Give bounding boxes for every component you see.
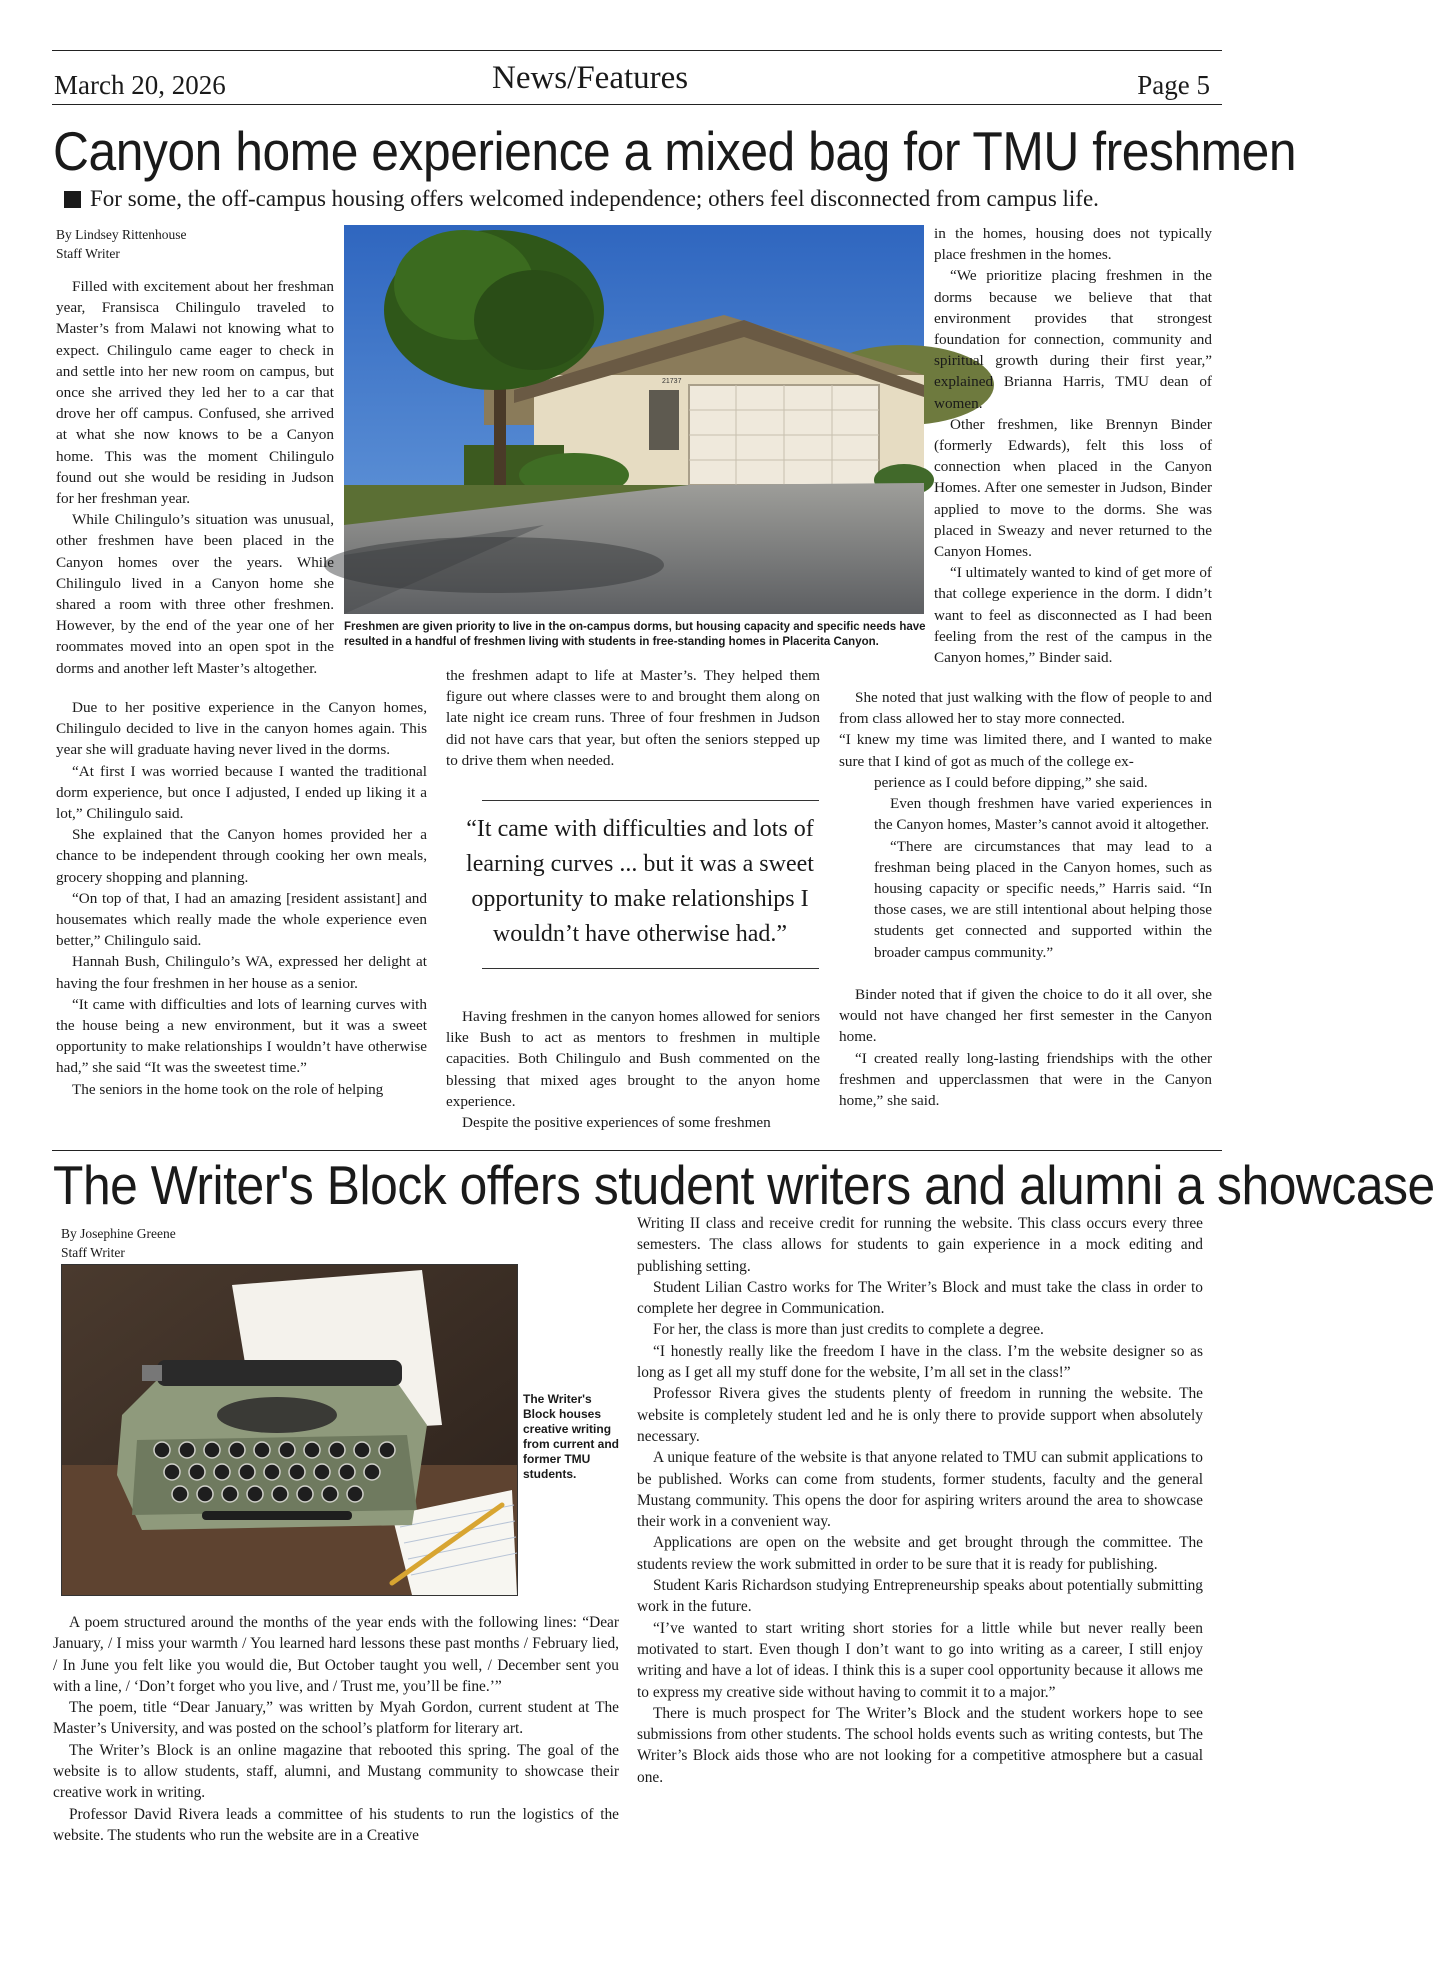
story1-column-3-bottom: [874, 772, 1212, 963]
paragraph: The seniors in the home took on the role of helping: [72, 1080, 384, 1098]
story2-byline: [61, 1224, 176, 1262]
paragraph: While Chilingulo’s situation was unusual, other freshmen have been placed in the Canyon homes over the years. While Chilingulo lived in a Canyon home she shared a room with three other freshmen. However, by the end of the year one of her roommates moved into an open spot in the dorms and another left Master’s altogether.: [56, 511, 334, 677]
house-number: 21737: [662, 378, 682, 385]
paragraph: Despite the positive experiences of some freshmen: [462, 1114, 771, 1132]
typewriter-illustration: [62, 1265, 517, 1595]
paragraph: Applications are open on the website and get brought through the committee. The students review the work submitted in order to be sure that it is ready for publishing.: [637, 1534, 1203, 1573]
story1-byline: [56, 225, 187, 263]
paragraph: A unique feature of the website is that anyone related to TMU can submit applications to be published. Works can come from students, former students, faculty and the general Mustang community. This opens the door for aspiring writers around the area to showcase their work in a convenient way.: [637, 1449, 1203, 1531]
paragraph: “I knew my time was limited there, and I wanted to make sure that I kind of got as much of the college ex-: [839, 731, 1212, 770]
pullquote-top-rule: [482, 800, 819, 801]
paragraph: perience as I could before dipping,” she said.: [874, 774, 1148, 791]
header-rule: [52, 104, 1222, 105]
house-illustration: [344, 225, 924, 614]
paragraph: “I ultimately wanted to kind of get more of that college experience in the dorm. I didn’t want to feel as disconnected as I had been feeling from the rest of the campus in the Canyon homes,” Binder said.: [934, 564, 1212, 667]
paragraph: “On top of that, I had an amazing [resident assistant] and housemates which really made the whole experience even better,” Chilingulo said.: [56, 889, 427, 950]
byline-title: Staff Writer: [61, 1245, 125, 1260]
story-divider-rule: [52, 1150, 1222, 1151]
paragraph: in the homes, housing does not typically place freshmen in the homes.: [934, 225, 1212, 264]
paragraph: Due to her positive experience in the Canyon homes, Chilingulo decided to live in the canyon homes again. This year she will graduate having never lived in the dorms.: [56, 699, 427, 759]
paragraph: Even though freshmen have varied experiences in the Canyon homes, Master’s cannot avoid it altogether.: [874, 795, 1212, 834]
paragraph: Binder noted that if given the choice to do it all over, she would not have changed her first semester in the Canyon home.: [839, 986, 1212, 1046]
story2-headline: The Writer's Block offers student writers and alumni a showcase: [53, 1154, 1435, 1216]
byline-title: Staff Writer: [56, 246, 120, 261]
story1-caption: Freshmen are given priority to live in the on-campus dorms, but housing capacity and specific needs have resulted in a handful of freshmen living with students in free-standing homes in Placerita Canyon.: [344, 621, 926, 648]
paragraph: “I created really long-lasting friendships with the other freshmen and upperclassmen that were in the Canyon home,” she said.: [839, 1049, 1212, 1110]
story2-caption: The Writer's Block houses creative writing from current and former TMU students.: [523, 1392, 620, 1481]
paragraph: Professor Rivera gives the students plenty of freedom in running the website. The website is completely student led and he is only there to provide support when absolutely necessary.: [637, 1385, 1203, 1445]
story1-column-1: [56, 276, 334, 679]
deck-bullet-icon: [64, 191, 81, 208]
page-number: Page 5: [1137, 70, 1210, 100]
section-title: News/Features: [492, 60, 689, 96]
paragraph: Filled with excitement about her freshman year, Fransisca Chilingulo traveled to Master’s from Malawi not knowing what to expect. Chilingulo came eager to check in and settle into her new room on campus, but once she arrived they led her to a car that drove her off campus. Confused, she arrived at what she now knows to be a Canyon home. This was the moment Chilingulo found out she would be residing in Judson for her freshman year.: [56, 278, 334, 508]
paragraph: “I’ve wanted to start writing short stories for a little while but never really been motivated to start. Even though I don’t want to go into writing as a career, I still enjoy writing and have a lot of ideas. I think this is a super cool opportunity because it allows me to express my creative side without having to commit it to a major.”: [637, 1619, 1203, 1701]
paragraph: She noted that just walking with the flow of people to and from class allowed her to stay more connected.: [839, 689, 1212, 728]
pull-quote: “It came with difficulties and lots of learning curves ... but it was a sweet opportunity to make relationships I wouldn’t have otherwise had.”: [466, 816, 814, 947]
paragraph: the freshmen adapt to life at Master’s. They helped them figure out where classes were to and brought them along on late night ice cream runs. Three of four freshmen in Judson did not have cars that year, but often the seniors stepped up to drive them when needed.: [446, 667, 820, 769]
story1-column-3-top: [934, 223, 1212, 668]
issue-date: March 20, 2026: [54, 70, 226, 100]
story1-column-3-wide: [839, 687, 1212, 772]
story1-headline: Canyon home experience a mixed bag for TMU freshmen: [53, 120, 1297, 182]
paragraph: “There are circumstances that may lead to a freshman being placed in the Canyon homes, such as housing capacity or specific needs,” Harris said. “In those cases, we are still intentional about helping those students get connected and supported within the broader campus community.”: [874, 837, 1212, 961]
paragraph: Having freshmen in the canyon homes allowed for seniors like Bush to act as mentors to freshmen in multiple capacities. Both Chilingulo and Bush commented on the blessing that mixed ages brought to the anyon home experience.: [446, 1008, 820, 1110]
story1-deck: For some, the off-campus housing offers welcomed independence; others feel disconnected from campus life.: [90, 186, 1099, 211]
paragraph: Writing II class and receive credit for running the website. This class occurs every three semesters. The class allows for students to gain experience in a mock editing and publishing setting.: [637, 1215, 1203, 1275]
paragraph: Student Lilian Castro works for The Writer’s Block and must take the class in order to complete her degree in Communication.: [637, 1278, 1203, 1318]
top-rule: [52, 50, 1222, 51]
paragraph: Professor David Rivera leads a committee of his students to run the logistics of the website. The students who run the website are in a Creative: [53, 1805, 619, 1844]
paragraph: The poem, title “Dear January,” was written by Myah Gordon, current student at The Master’s University, and was posted on the school’s platform for literary art.: [53, 1699, 619, 1738]
paragraph: “It came with difficulties and lots of learning curves with the house being a new environment, but it was a sweet opportunity to make relationships I wouldn’t have otherwise had,” she said “It was the sweetest time.”: [56, 995, 427, 1077]
byline-name: By Josephine Greene: [61, 1226, 176, 1241]
paragraph: “We prioritize placing freshmen in the dorms because we believe that that environment provides that strongest foundation for connection, community and spiritual growth during their first year,” explained Brianna Harris, TMU dean of women.: [934, 267, 1212, 412]
story1-column-3-end: [839, 984, 1212, 1111]
paragraph: The Writer’s Block is an online magazine that rebooted this spring. The goal of the website is to allow students, staff, alumni, and Mustang community to showcase their creative work in writing.: [53, 1741, 619, 1802]
story1-column-1-wide: [56, 697, 427, 1100]
paragraph: For her, the class is more than just credits to complete a degree.: [653, 1321, 1044, 1339]
paragraph: Other freshmen, like Brennyn Binder (formerly Edwards), felt this loss of connection when placed in the Canyon Homes. After one semester in Judson, Binder applied to move to the dorms. She was placed in Sweazy and never returned to the Canyon Homes.: [934, 415, 1212, 561]
story1-column-2-bottom: [446, 1006, 820, 1133]
paragraph: A poem structured around the months of the year ends with the following lines: “Dear January, / I miss your warmth / You learned hard lessons these past months / February lied, / In June you felt like you would die, But October taught you well, / December sent you with a line, / ‘Don’t forget who you live, and / Trust me, you’ll be fine.’”: [53, 1614, 619, 1695]
story2-column-1: [53, 1612, 619, 1846]
pullquote-bottom-rule: [482, 968, 819, 969]
byline-name: By Lindsey Rittenhouse: [56, 227, 187, 242]
paragraph: She explained that the Canyon homes provided her a chance to be independent through cooking her own meals, grocery shopping and planning.: [56, 826, 427, 886]
story2-photo: [61, 1264, 518, 1596]
paragraph: Hannah Bush, Chilingulo’s WA, expressed her delight at having the four freshmen in her house as a senior.: [56, 953, 427, 992]
paragraph: “At first I was worried because I wanted the traditional dorm experience, but once I adjusted, I ended up liking it a lot,” Chilingulo said.: [56, 762, 427, 823]
paragraph: “I honestly really like the freedom I have in the class. I’m the website designer so as long as I get all my stuff done for the website, I’m all set in the class!”: [637, 1342, 1203, 1382]
story1-photo: [344, 225, 924, 614]
paragraph: Student Karis Richardson studying Entrepreneurship speaks about potentially submitting work in the future.: [637, 1577, 1203, 1616]
paragraph: There is much prospect for The Writer’s Block and the student workers hope to see submissions from other students. The school holds events such as writing contests, but The Writer’s Block aids those who are not looking for a competitive atmosphere but a casual one.: [637, 1704, 1203, 1786]
story2-column-2: [637, 1213, 1203, 1788]
story1-column-2-top: [446, 665, 820, 771]
